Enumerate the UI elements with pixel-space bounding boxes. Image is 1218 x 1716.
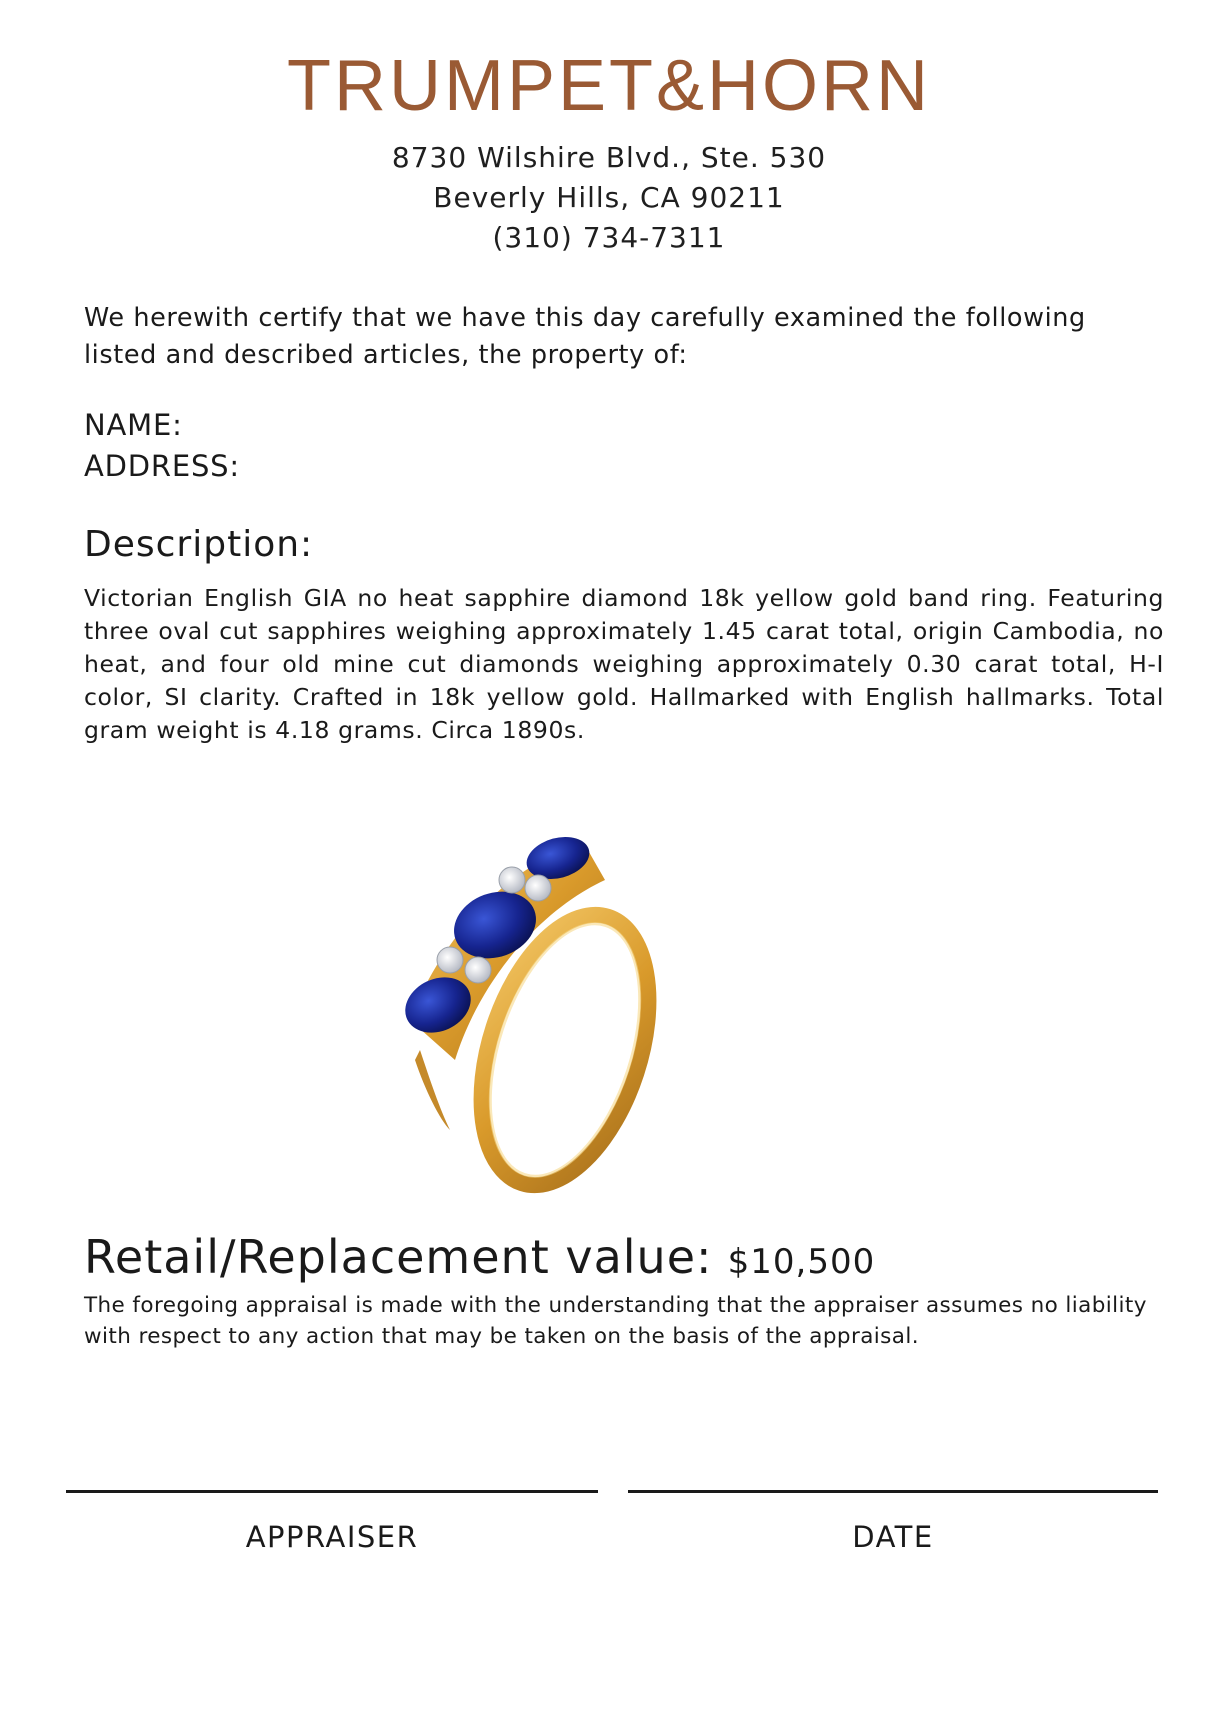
disclaimer-text: The foregoing appraisal is made with the understanding that the appraiser assumes no liability with respect to any action that may be taken on the basis of the appraisal. <box>84 1293 1147 1349</box>
diamond-2 <box>525 875 551 901</box>
address-line-2: Beverly Hills, CA 90211 <box>433 181 785 214</box>
name-label: NAME: <box>84 408 183 442</box>
company-logo: TRUMPET&HORN <box>287 46 931 126</box>
description-text: Victorian English GIA no heat sapphire diamond 18k yellow gold band ring. Featuring three oval cut sapphires weighing approximately 1.45 carat total, origin Cambodia, no heat, and four old mine cut diamonds weighing approximately 0.30 carat total, H-I color, SI clarity. Crafted in 18k yellow gold. Hallmarked with English hallmarks. Total gram weight is 4.18 grams. Circa 1890s. <box>84 584 1164 744</box>
date-signature-line <box>628 1490 1158 1493</box>
certification-statement: We herewith certify that we have this day carefully examined the following listed and described articles, the property of: <box>84 303 1086 370</box>
appraiser-label: APPRAISER <box>245 1520 419 1554</box>
phone-number: (310) 734-7311 <box>492 221 726 254</box>
address-line-1: 8730 Wilshire Blvd., Ste. 530 <box>391 141 827 174</box>
valuation-label: Retail/Replacement value: <box>84 1230 713 1284</box>
company-address <box>0 138 1218 258</box>
valuation-amount: $10,500 <box>727 1242 876 1282</box>
date-label: DATE <box>852 1520 934 1554</box>
address-label: ADDRESS: <box>84 449 240 483</box>
diamond-1 <box>499 867 525 893</box>
valuation <box>84 1230 875 1284</box>
description-heading: Description: <box>84 524 314 565</box>
appraiser-signature-line <box>66 1490 598 1493</box>
ring-image <box>400 820 700 1200</box>
diamond-4 <box>465 957 491 983</box>
diamond-3 <box>437 947 463 973</box>
